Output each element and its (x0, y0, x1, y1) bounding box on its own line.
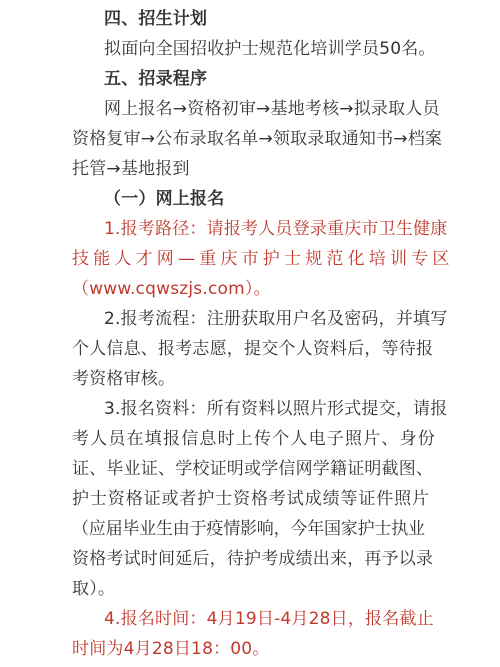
section-5-flow-line-3: 托管→基地报到 (72, 159, 190, 179)
item-3-line-6: 资格考试时间延后，待护考成绩出来，再予以录 (72, 549, 434, 569)
item-2-line-1: 2.报考流程：注册获取用户名及密码，并填写 (104, 309, 448, 329)
section-4-body: 拟面向全国招收护士规范化培训学员50名。 (104, 39, 436, 59)
section-5-flow-line-1: 网上报名→资格初审→基地考核→拟录取人员 (104, 99, 440, 119)
item-2-line-2: 个人信息、报考志愿，提交个人资料后，等待报 (72, 339, 434, 359)
item-4-line-2: 时间为4月28日18：00。 (72, 639, 270, 659)
section-4-heading: 四、招生计划 (104, 9, 208, 29)
item-1-line-1: 1.报考路径：请报考人员登录重庆市卫生健康 (104, 219, 448, 239)
item-1-url-line[interactable]: （www.cqwszjs.com）。 (72, 279, 271, 299)
item-3-line-4: 护士资格证或者护士资格考试成绩等证件照片 (72, 489, 430, 509)
item-4-line-1: 4.报名时间：4月19日-4月28日，报名截止 (104, 609, 434, 629)
item-3-line-7: 取）。 (72, 579, 116, 599)
section-5-flow-line-2: 资格复审→公布录取名单→领取录取通知书→档案 (72, 129, 443, 149)
item-2-line-3: 考资格审核。 (72, 369, 176, 389)
item-3-line-1: 3.报名资料：所有资料以照片形式提交，请报 (104, 399, 448, 419)
item-3-line-2: 考人员在填报信息时上传个人电子照片、身份 (72, 429, 436, 449)
item-1-line-2: 技能人才网—重庆市护士规范化培训专区 (72, 249, 454, 269)
item-3-line-5: （应届毕业生由于疫情影响，今年国家护士执业 (72, 519, 425, 539)
section-5-heading: 五、招录程序 (104, 69, 208, 89)
item-3-line-3: 证、毕业证、学校证明或学信网学籍证明截图、 (72, 459, 434, 479)
subsection-1-heading: （一）网上报名 (104, 189, 225, 209)
